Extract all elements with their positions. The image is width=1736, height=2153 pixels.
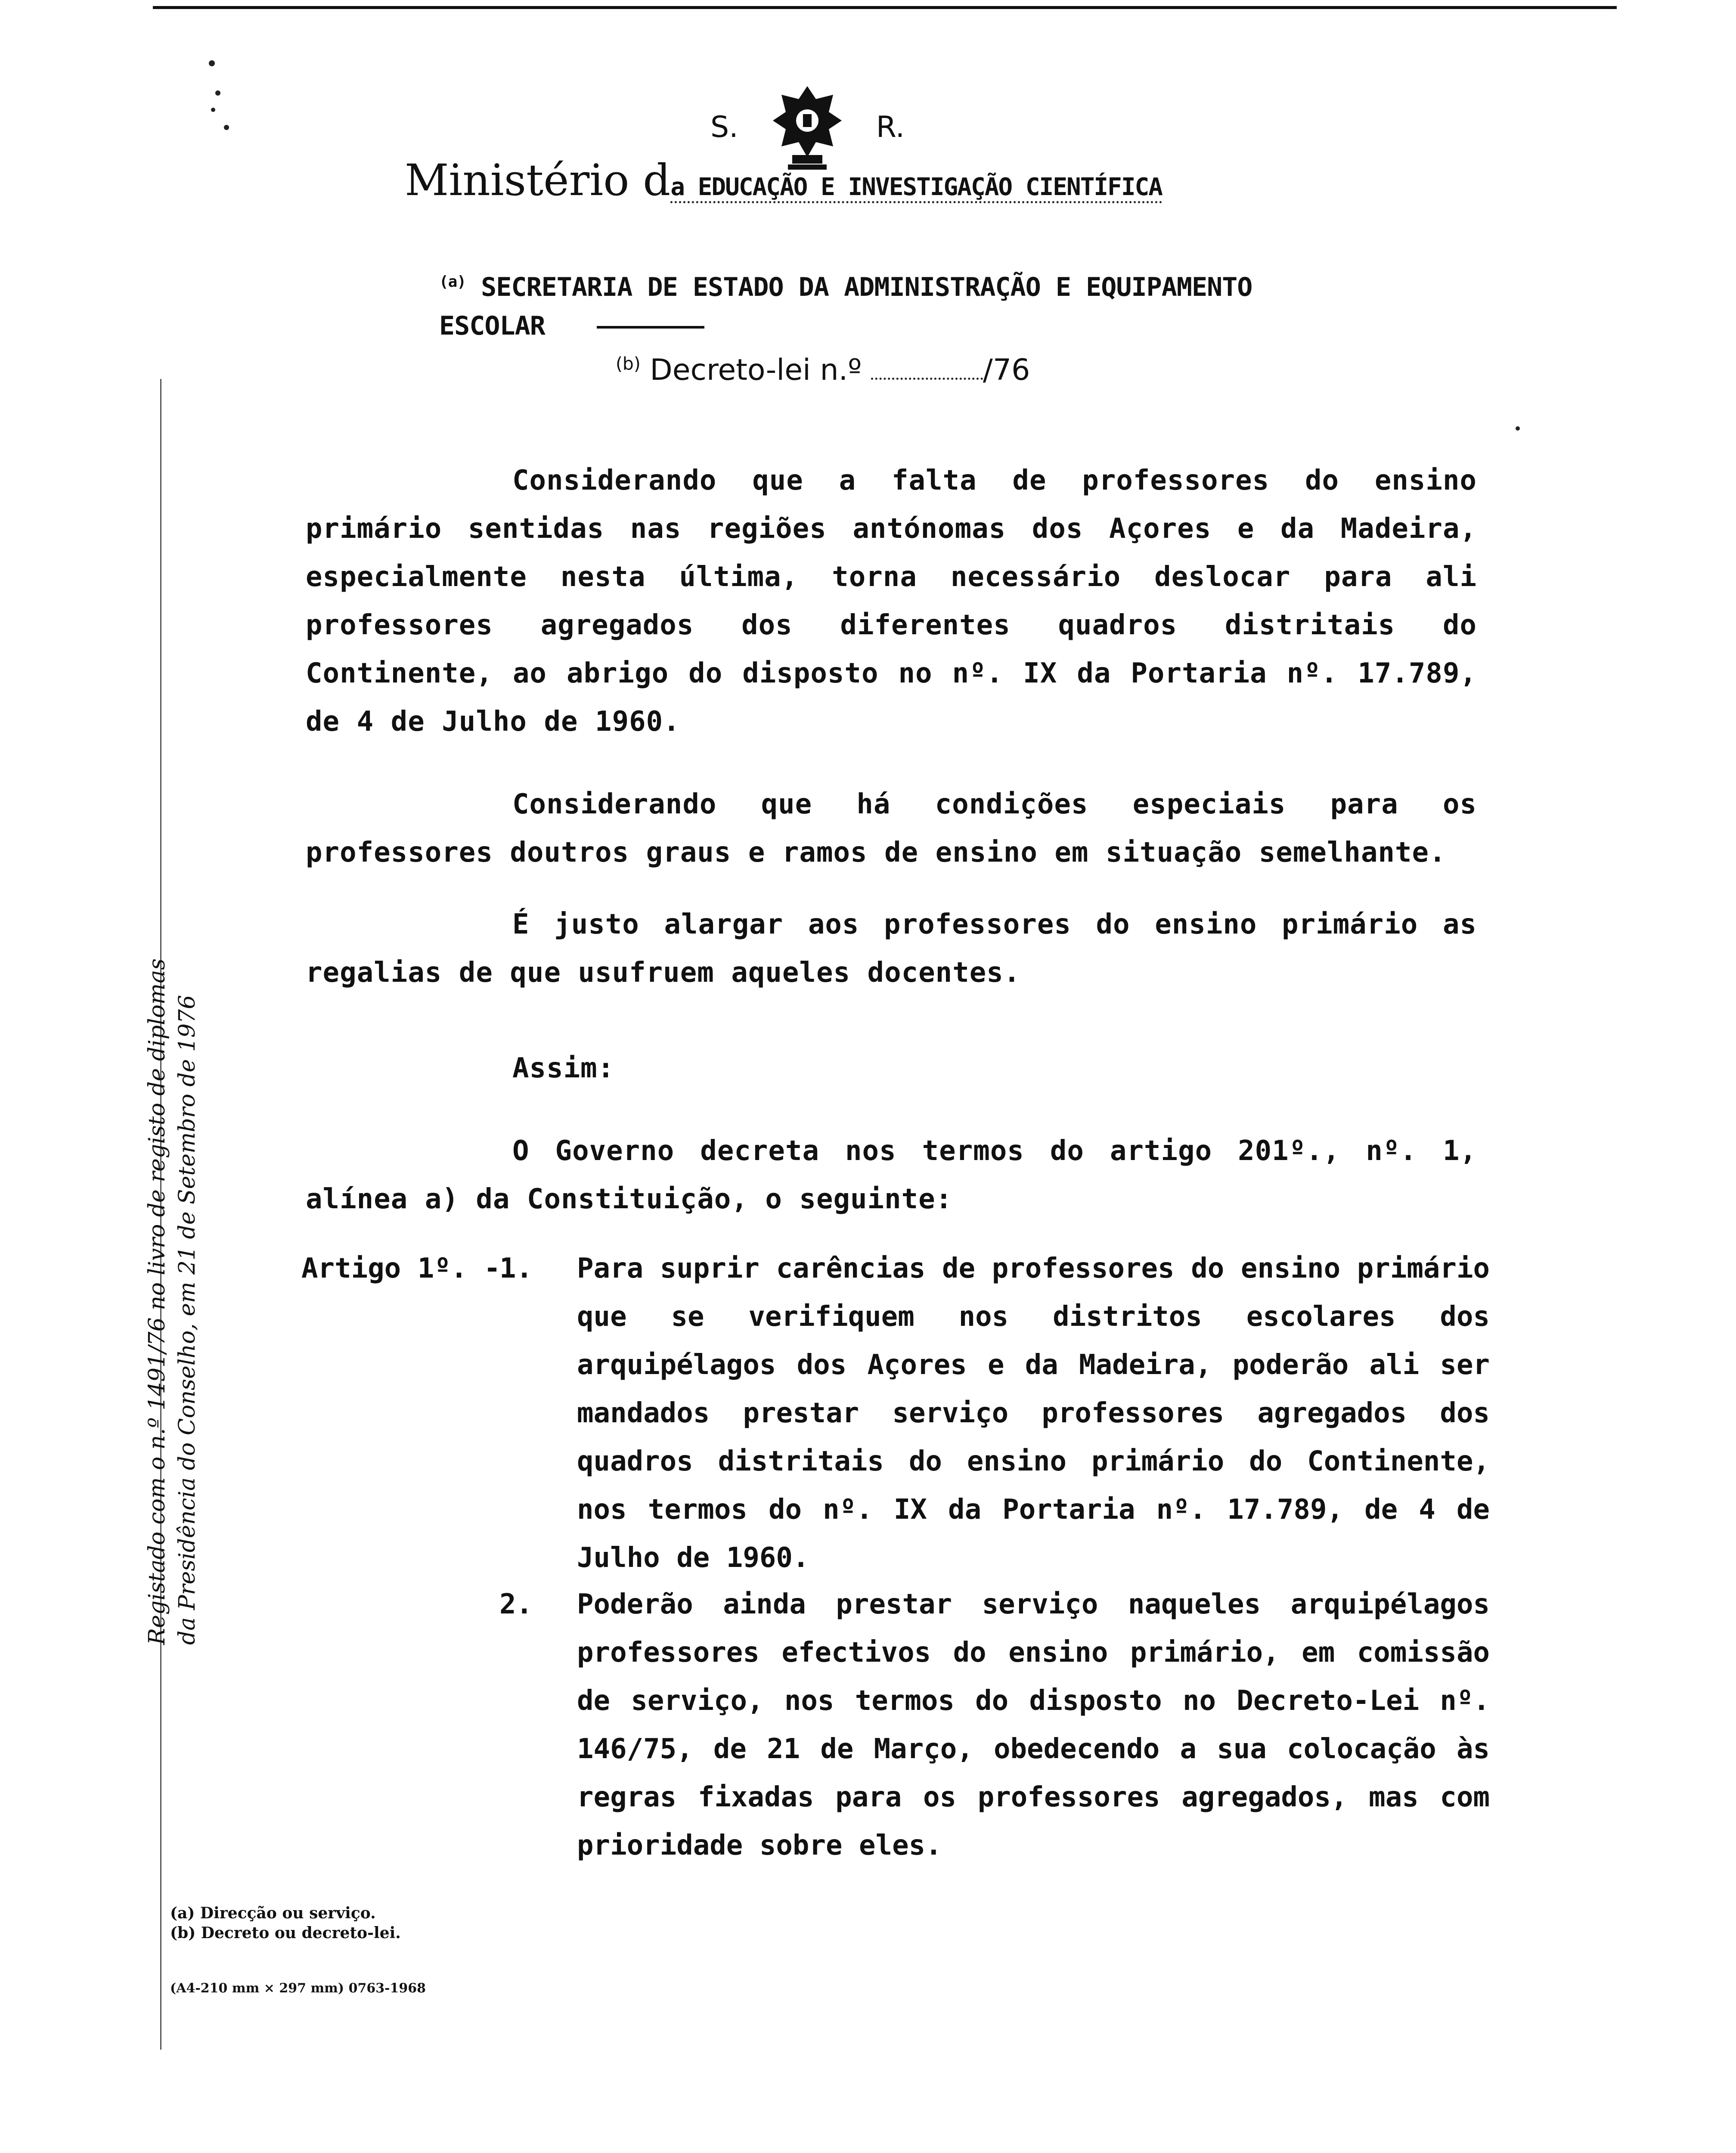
article-item [499,1580,1490,1870]
form-code: (A4-210 mm × 297 mm) 0763-1968 [170,1981,426,1996]
secretariat-line-2: ESCOLAR [439,311,545,341]
paragraph-governo: O Governo decreta nos termos do artigo 201º., nº. 1, alínea a) da Constituição, o seguinte: [306,1135,1477,1215]
registration-line-1: Registado com o n.º 1491/76 no livro de registo de diplomas [144,958,170,1645]
top-rule [153,6,1617,9]
footnote-mark-b: (b) [616,353,641,374]
scan-speck [224,125,229,130]
short-rule [597,326,704,329]
scan-speck [209,60,215,66]
article-item [499,1244,1490,1582]
article-item-text: Poderão ainda prestar serviço naqueles arquipélagos professores efectivos do ensino primário, em comissão de serviço, nos termos do disposto no Decreto-Lei nº. 146/75, de 21 de Março, obedecendo a sua colocação às regras fixadas para os professores agregados, mas com prioridade sobre eles. [577,1588,1490,1861]
footnote-mark-a: (a) [439,273,466,291]
footnote-a: (a) Direcção ou serviço. [170,1904,376,1922]
secretariat-line-1: SECRETARIA DE ESTADO DA ADMINISTRAÇÃO E EQUIPAMENTO [481,272,1252,302]
article-item-text: Para suprir carências de professores do ensino primário que se verifiquem nos distritos escolares dos arquipélagos dos Açores e da Madeira, poderão ali ser mandados prestar serviço professores agregados dos quadros distritais do ensino primário do Continente, nos termos do nº. IX da Portaria nº. 17.789, de 4 de Julho de 1960. [577,1253,1490,1574]
scan-speck [211,108,215,112]
footnotes [170,1903,401,1943]
preamble [306,456,1477,1223]
scan-speck [1516,426,1520,431]
article-item-number: 1. [499,1253,533,1284]
ministry-name: a EDUCAÇÃO E INVESTIGAÇÃO CIENTÍFICA [670,173,1162,203]
secretariat-heading [439,263,1252,345]
registration-stamp [142,698,202,1645]
header-letter-r: R. [876,110,905,144]
decree-label: Decreto-lei n.º [650,353,862,387]
decree-number-line [616,353,1030,387]
article-heading: Artigo 1º. - [301,1253,501,1284]
header-letter-s: S. [710,110,738,144]
registration-line-2: da Presidência do Conselho, em 21 de Setembro de 1976 [174,995,200,1645]
ministry-label: Ministério d [405,155,671,205]
paragraph-considerando-1: Considerando que a falta de professores do ensino primário sentidas nas regiões antónomas dos Açores e da Madeira, especialmente nesta última, torna necessário deslocar para ali professores agregados dos diferentes quadros distritais do Continente, ao abrigo do disposto no nº. IX da Portaria nº. 17.789, de 4 de Julho de 1960. [306,465,1477,738]
decree-number-blank [871,378,983,380]
footnote-b: (b) Decreto ou decreto-lei. [170,1924,401,1942]
paragraph-justo: É justo alargar aos professores do ensino primário as regalias de que usufruem aqueles docentes. [306,909,1477,989]
decree-year: /76 [983,353,1030,387]
scan-speck [215,90,220,96]
paragraph-considerando-2: Considerando que há condições especiais para os professores doutros graus e ramos de ensino em situação semelhante. [306,788,1477,869]
article-item-number: 2. [499,1588,533,1620]
ministry-heading [405,155,1162,205]
paragraph-assim: Assim: [512,1052,615,1084]
